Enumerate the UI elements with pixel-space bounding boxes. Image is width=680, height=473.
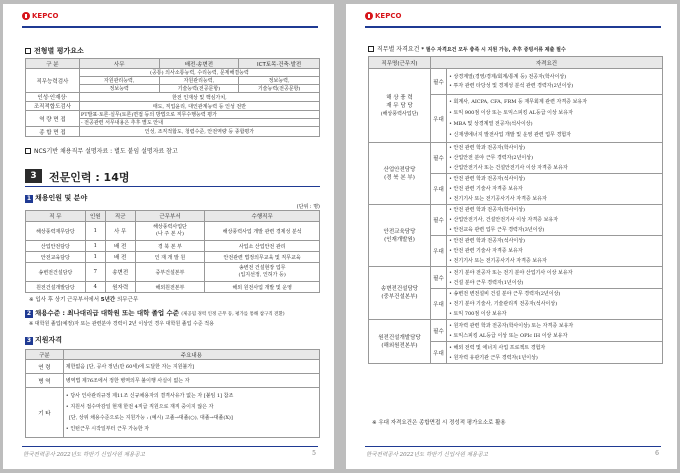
must-label: 필수 xyxy=(431,320,447,342)
qual-header: 구분 xyxy=(26,350,64,360)
eval-cell: 태도, 직업윤리, 대인관계능력 등 인성 전반 xyxy=(79,102,319,111)
header-rule xyxy=(22,26,318,28)
checkbox-square-icon xyxy=(25,48,31,54)
eval-row-label: 종 합 면 접 xyxy=(26,127,80,137)
task-cell: 송변전 건설현장 업무 (입지선정, 인허가 등) xyxy=(205,263,320,282)
job-name-cell: 산업안전담당 (경 북 본 부) xyxy=(369,143,431,205)
eval-cell: 인성, 조직적합도, 청렴수준, 안전역량 등 종합평가 xyxy=(79,127,319,137)
task-cell: 해상풍력사업 개발 관련 경제성 분석 xyxy=(205,222,320,241)
eval-header: ICT토목·건축·발전 xyxy=(239,59,320,69)
eval-cell: 기술능력(전공문항) xyxy=(159,85,239,93)
eval-cell: 정보능력 xyxy=(79,85,159,93)
pref-req-cell: • 회계사, AICPA, CFA, FRM 등 재무회계 관련 자격증 보유자 • 토익 900점 이상 또는 토익스피킹 AL등급 이상 보유자 • MBA 및 상경계열 전공자(석사이상) • 신재생에너지 발전사업 개발 및 운영 관련 업무 경험자 xyxy=(447,95,663,143)
must-label: 필수 xyxy=(431,143,447,174)
dept-cell: 해외원전본부 xyxy=(135,282,205,293)
pref-label: 우대 xyxy=(431,342,447,364)
kepco-logo xyxy=(22,12,58,20)
job-cell: 산업안전담당 xyxy=(26,241,86,252)
hire-header: 직 무 xyxy=(26,211,86,222)
footer-text: 한국전력공사 2022년도 하반기 신입사원 채용공고 xyxy=(23,452,145,458)
group-cell: 사 무 xyxy=(105,222,135,241)
qualification-table xyxy=(25,349,320,438)
qual-header: 주요내용 xyxy=(63,350,319,360)
pref-req-cell: • 안전 관련 학과 전공자(석사이상) • 안전 관련 기술사 자격증 보유자 • 전기기사 또는 전기공사기사 자격증 보유자 xyxy=(447,236,663,267)
task-cell: 해외 원전사업 개발 및 운영 xyxy=(205,282,320,293)
eval-cell: (공통) 의사소통능력, 수리능력, 문제해결능력 xyxy=(79,69,319,77)
table-row xyxy=(369,320,663,342)
table-row xyxy=(26,252,320,263)
section-title: 전문인력 : 14명 xyxy=(49,171,130,184)
page-number: 5 xyxy=(312,450,316,457)
eval-header: 사무 xyxy=(79,59,159,69)
checkbox-square-icon xyxy=(25,148,31,154)
table-row xyxy=(26,374,320,388)
table-row xyxy=(26,263,320,282)
eval-cell: 자원관리능력, xyxy=(159,77,239,85)
hire-note: ※ 입사 후 상기 근무부서에서 5년간 의무근무 xyxy=(29,297,139,303)
eval-cell: - 전공관련 서무내용은 추후 별도 안내 xyxy=(79,119,319,127)
eval-header: 배전·송변전 xyxy=(159,59,239,69)
group-cell: 배 전 xyxy=(105,252,135,263)
kepco-logo xyxy=(365,12,401,20)
task-cell: 사업소 산업안전 관리 xyxy=(205,241,320,252)
kepco-logo-icon xyxy=(22,12,30,20)
eval-row-label: 직무능력검사 xyxy=(26,69,80,93)
document-page-5 xyxy=(3,4,334,469)
must-label: 필수 xyxy=(431,267,447,289)
eval-row-label: 인성·인재상· xyxy=(26,93,80,102)
pref-req-cell: • 송변전 변전설비 건설 분야 근무 경력자(2년이상) • 전기 분야 기술사, 기술관리직 전공자(석사이상) • 토익 700점 이상 보유자 xyxy=(447,289,663,320)
qual-label: 병 역 xyxy=(26,374,64,388)
table-row xyxy=(26,241,320,252)
table-row xyxy=(369,267,663,289)
document-page-6 xyxy=(346,4,677,469)
pref-req-cell: • 안전 관련 학과 전공자(석사이상) • 안전 관련 기술사 자격증 보유자 • 전기기사 또는 전기공사기사 자격증 보유자 xyxy=(447,174,663,205)
eval-header: 구 분 xyxy=(26,59,80,69)
job-req-heading: 직무별 자격요건 * 필수 자격요건 모두 충족 시 지원 가능, 추후 증빙서류 제출 필수 xyxy=(368,44,566,53)
table-row xyxy=(369,205,663,236)
page-number: 6 xyxy=(655,450,659,457)
job-cell: 안전교육담당 xyxy=(26,252,86,263)
must-req-cell: • 전기 분야 전공자 또는 전기 분야 산업기사 이상 보유자 • 건설 분야 근무 경력자(1년이상) xyxy=(447,267,663,289)
footer-rule xyxy=(22,446,318,447)
table-row xyxy=(369,143,663,174)
job-name-cell: 안전교육담당 (인재개발원) xyxy=(369,205,431,267)
pref-req-cell: • 해외 전력 및 에너지 사업 프로젝트 경험자 • 원자력 유관기관 근무 경력자(1년이상) xyxy=(447,342,663,364)
qual-text: 병역법 제76조에서 정한 병역의무 불이행 사실이 없는 자 xyxy=(63,374,319,388)
section-number: 3 xyxy=(25,169,42,183)
eval-row-label: 역 량 면 접 xyxy=(26,111,80,127)
section-rule xyxy=(25,186,320,187)
kepco-logo-icon xyxy=(365,12,373,20)
job-cell: 해상풍력재무담당 xyxy=(26,222,86,241)
subsection-heading: 1 채용인원 및 분야 xyxy=(26,194,88,202)
qual-label: 기 타 xyxy=(26,388,64,438)
table-row xyxy=(26,282,320,293)
job-cell: 송변전건설담당 xyxy=(26,263,86,282)
hire-table xyxy=(25,210,320,293)
header-rule xyxy=(365,26,661,28)
dept-cell: 중부건설본부 xyxy=(135,263,205,282)
job-name-cell: 송변전건설담당 (중부건설본부) xyxy=(369,267,431,320)
group-cell: 원자력 xyxy=(105,282,135,293)
ncs-note: NCS기반 채용직무 설명자료 : 별도 붙임 설명자료 참고 xyxy=(25,146,178,155)
count-cell: 1 xyxy=(85,252,105,263)
must-req-cell: • 상경계열(경영/경제/회계/통계 등) 전공자(학사이상) • 투자 관련 타당성 및 경제성 분석 관련 경력자(2년이상) xyxy=(447,69,663,95)
qual-label: 연 령 xyxy=(26,360,64,374)
eval-section-heading: 전형별 평가요소 xyxy=(25,46,84,56)
job-name-cell: 해 상 풍 력 재 무 담 당 (해상풍력사업단) xyxy=(369,69,431,143)
logo-text: KEPCO xyxy=(375,12,402,20)
table-row xyxy=(369,69,663,95)
hire-header: 근무부서 xyxy=(135,211,205,222)
count-cell: 7 xyxy=(85,263,105,282)
subsection-heading: 3 지원자격 xyxy=(26,336,63,344)
pref-footnote: ※ 우대 자격요건은 종합면접 시 정성적 평가요소로 활용 xyxy=(372,420,506,426)
group-cell: 송변전 xyxy=(105,263,135,282)
hire-header: 직군 xyxy=(105,211,135,222)
req-header: 직무명(근무지) xyxy=(369,57,431,69)
must-req-cell: • 안전 관련 학과 전공자(학사이상) • 산업안전기사, 건설안전기사 이상 자격증 보유자 • 안전교육 관련 업무 근무 경력자(3년이상) xyxy=(447,205,663,236)
eval-cell: PT발표·토론·실무(토론)면접 등의 방법으로 직무수행능력 평가 xyxy=(79,111,319,119)
table-row xyxy=(26,360,320,374)
eval-row-label: 조직적합도검사 xyxy=(26,102,80,111)
table-row xyxy=(26,222,320,241)
must-label: 필수 xyxy=(431,205,447,236)
pref-label: 우대 xyxy=(431,95,447,143)
unit-label: (단위 : 명) xyxy=(296,204,320,210)
eval-cell: 기술능력(전공문항) xyxy=(239,85,320,93)
dept-cell: 인 재 개 발 원 xyxy=(135,252,205,263)
hire-header: 인원 xyxy=(85,211,105,222)
pref-label: 우대 xyxy=(431,174,447,205)
req-header: 자격요건 xyxy=(431,57,663,69)
must-label: 필수 xyxy=(431,69,447,95)
footer-text: 한국전력공사 2022년도 하반기 신입사원 채용공고 xyxy=(366,452,488,458)
count-cell: 4 xyxy=(85,282,105,293)
count-cell: 1 xyxy=(85,222,105,241)
eval-cell: 자원관리능력, xyxy=(79,77,159,85)
hire-header: 수행직무 xyxy=(205,211,320,222)
group-cell: 배 전 xyxy=(105,241,135,252)
logo-text: KEPCO xyxy=(32,12,59,20)
job-requirements-table xyxy=(368,56,663,364)
eval-table xyxy=(25,58,320,137)
level-note: ※ 대학원 졸업(예정)자 또는 관련분야 경력이 2년 이상인 경우 대학원 졸업 수준 적용 xyxy=(29,321,214,327)
must-req-cell: • 안전 관련 학과 전공자(학사이상) • 산업안전 분야 근무 경력자(2년이상) • 산업안전기사 또는 건설안전기사 이상 자격증 보유자 xyxy=(447,143,663,174)
must-req-cell: • 원자력 관련 학과 전공자(학사이상) 또는 자격증 보유자 • 토익스피킹 AL등급 이상 또는 OPIc IH 이상 보유자 xyxy=(447,320,663,342)
eval-cell: 한전 인재상 및 핵심가치, xyxy=(79,93,319,102)
count-cell: 1 xyxy=(85,241,105,252)
qual-text: • 당사 인사관리규정 제11조 신규채용자의 결격사유가 없는 자 [붙임 1] 참조 • 지원서 접수마감일 현재 한전 4직급 직원으로 재직 중이지 않은 자 [단, 상위 채용수준으로는 지원가능 : (예시) 고졸→대졸(○), 대졸→대졸(X)] • 인턴근무 시작일부터 근무 가능한 자 xyxy=(63,388,319,438)
pref-label: 우대 xyxy=(431,236,447,267)
footer-rule xyxy=(365,446,661,447)
pref-label: 우대 xyxy=(431,289,447,320)
table-row xyxy=(26,388,320,438)
checkbox-square-icon xyxy=(368,46,374,52)
task-cell: 안전관련 법정의무교육 및 직무교육 xyxy=(205,252,320,263)
subsection-heading: 2 채용수준 : 최나대리급 대학원 또는 대학 졸업 수준 (제공됨 경력 인정 근무 등, 평가를 통해 참구직 전환) xyxy=(26,309,285,317)
dept-cell: 해상풍력사업단 (나 주 본 사) xyxy=(135,222,205,241)
eval-cell: 정보능력, xyxy=(239,77,320,85)
qual-text: 제한없음 [단, 공사 정년(만 60세)에 도달한 자는 지원불가] xyxy=(63,360,319,374)
job-cell: 원전건설개발담당 xyxy=(26,282,86,293)
dept-cell: 경 북 본 부 xyxy=(135,241,205,252)
job-name-cell: 원전건설개발담당 (해외원전본부) xyxy=(369,320,431,364)
